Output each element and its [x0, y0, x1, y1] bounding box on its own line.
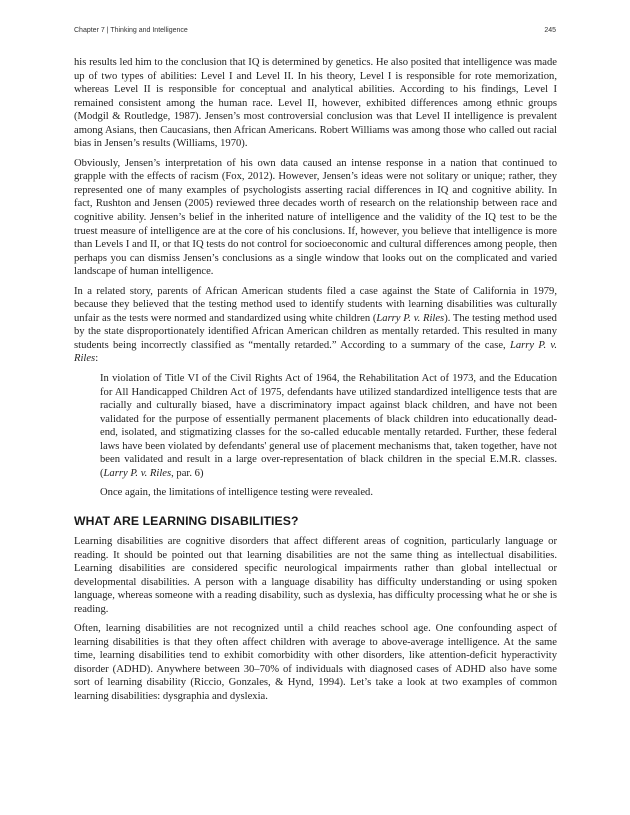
chapter-title: Chapter 7 | Thinking and Intelligence — [74, 27, 188, 34]
block-quote: In violation of Title VI of the Civil Rights Act of 1964, the Rehabilitation Act of 1973, and the Education for All Handicapped Children Act of 1975, defendants have utilized standardized intelligence tests that are racially and culturally biased, have a discriminatory impact against black children, and have not been validated for the purpose of essentially permanent placements of black children into educationally dead-end, isolated, and stigmatizing classes for the so-called educable mentally retarded. Further, these federal laws have been violated by defendants' general use of placement mechanisms that, taken together, have not been validated and result in a large over-representation of black children in the special E.M.R. classes. (Larry P. v. Riles, par. 6) — [100, 373, 557, 479]
page-number: 245 — [544, 27, 556, 34]
paragraph-learning-disabilities-definition: Learning disabilities are cognitive disorders that affect different areas of cognition, particularly language or reading. It should be pointed out that learning disabilities are not the same thing as intellectual disabilities. Learning disabilities are considered specific neurological impairments rather than global intellectual or developmental disabilities. A person with a language disability has difficulty understanding or using spoken language, whereas someone with a reading disability, such as dyslexia, has difficulty processing what he or she is reading. — [74, 535, 557, 615]
paragraph-learning-disabilities-recognition: Often, learning disabilities are not recognized until a child reaches school age. One confounding aspect of learning disabilities is that they often affect children with average to above-average intelligence. At the same time, learning disabilities tend to exhibit comorbidity with other disorders, like attention-deficit hyperactivity disorder (ADHD). Anywhere between 30–70% of individuals with diagnosed cases of ADHD also have some sort of learning disability (Riccio, Gonzales, & Hynd, 1994). Let’s take a look at two examples of common learning disabilities: dysgraphia and dyslexia. — [74, 623, 557, 702]
case-name: Larry P. v. Riles — [376, 312, 445, 324]
section-heading: WHAT ARE LEARNING DISABILITIES? — [74, 513, 299, 528]
case-name: Larry P. v. Riles — [103, 467, 172, 479]
case-name: Larry P. v. Riles — [74, 339, 557, 365]
body-text — [74, 56, 557, 710]
paragraph-jensen-levels: his results led him to the conclusion that IQ is determined by genetics. He also posited that intelligence was made up of two types of abilities: Level I and Level II. In his theory, Level I is responsible for rote memorization, whereas Level II is responsible for conceptual and analytical abilities. According to his findings, Level I remained consistent among the human race. Level II, however, exhibited differences among ethnic groups (Modgil & Routledge, 1987). Jensen’s most controversial conclusion was that Level II intelligence is prevalent among Asians, then Caucasians, then African Americans. Robert Williams was among those who called out racial bias in Jensen’s results (Williams, 1970). — [74, 57, 557, 150]
paragraph-jensen-interpretation: Obviously, Jensen’s interpretation of his own data caused an intense response in a nation that continued to grapple with the effects of racism (Fox, 2012). However, Jensen’s ideas were not solitary or unique; rather, they represented one of many examples of psychologists asserting racial differences in IQ and cognitive ability. In fact, Rushton and Jensen (2005) reviewed three decades worth of research on the relationship between race and cognitive ability. Jensen’s belief in the inherited nature of intelligence and the validity of the IQ test to be the truest measure of intelligence are at the core of his conclusions. If, however, you believe that intelligence is more than Levels I and II, or that IQ tests do not control for socioeconomic and cultural differences among people, then perhaps you can dismiss Jensen’s conclusions as a single window that looks out on the complicated and varied landscape of human intelligence. — [74, 157, 557, 278]
paragraph-larry-p-case: In a related story, parents of African American students filed a case against the State of California in 1979, because they believed that the testing method used to identify students with learning disabilities was culturally unfair as the tests were normed and standardized using white children (Larry P. v. Riles). The testing method used by the state disproportionately identified African American children as mentally retarded. This resulted in many students being incorrectly classified as “mentally retarded.” According to a summary of the case, Larry P. v. Riles: — [74, 285, 557, 365]
running-header — [74, 27, 556, 39]
quote-conclusion: Once again, the limitations of intelligence testing were revealed. — [100, 487, 373, 499]
